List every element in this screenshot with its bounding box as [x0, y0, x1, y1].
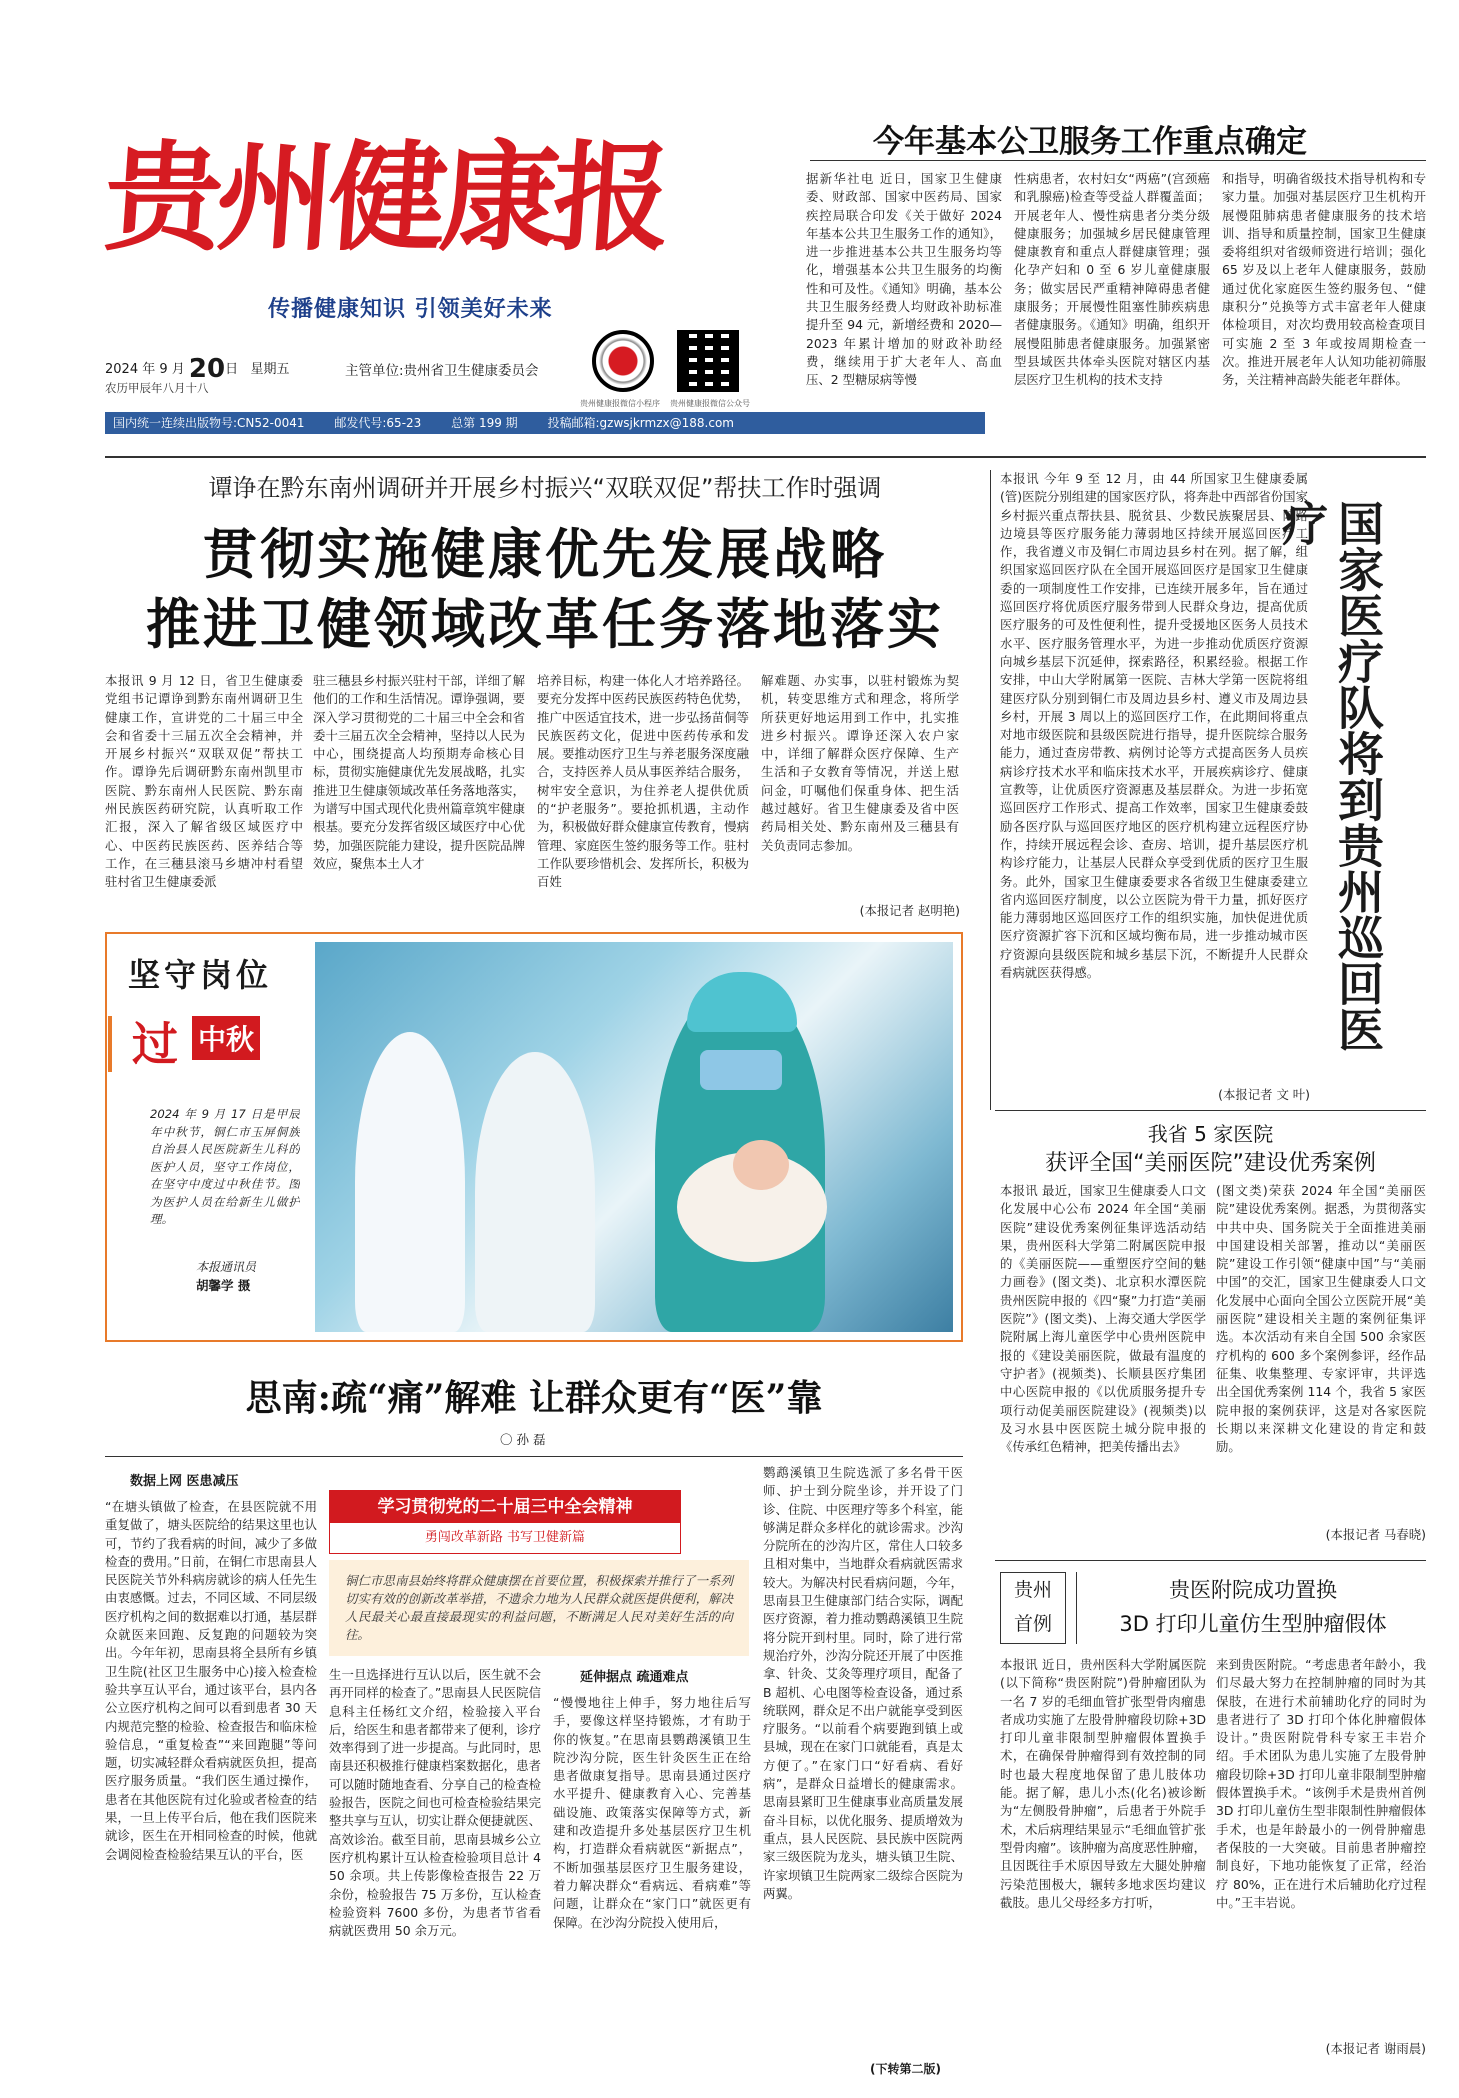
- divider: [810, 160, 1426, 161]
- divider: [105, 456, 1426, 458]
- first-badge: [1000, 1572, 1066, 1644]
- editor-note: 铜仁市思南县始终将群众健康摆在首要位置，积极探索并推行了一系列切实有效的创新改革举措，不遗余力地为人民群众就医提供便利，解决人民最关心最直接最现实的利益问题，不断满足人民对美好生活的向往。: [329, 1560, 749, 1656]
- photo-feature-title-2: 过: [132, 1017, 178, 1071]
- top-story-headline: 今年基本公卫服务工作重点确定: [873, 124, 1307, 160]
- lunar-date: 农历甲辰年八月十八: [105, 381, 209, 395]
- top-story-col-1: 据新华社电 近日，国家卫生健康委、财政部、国家中医药局、国家疾控局联合印发《关于做好 2024 年基本公共卫生服务工作的通知》，进一步推进基本公共卫生服务均等化，增强基本公共卫生服务的均衡性和可及性。《通知》明确，基本公共卫生服务经费人均财政补助标准提升至 94 元，新增经费和 2020—2023 年累计增加的财政补助经费，继续用于扩大老年人、高血压、2 型糖尿病等慢: [806, 171, 1002, 388]
- divider: [995, 1110, 1426, 1111]
- section-banner-sub: 勇闯改革新路 书写卫健新篇: [424, 1530, 586, 1545]
- newborn-face: [733, 1140, 789, 1190]
- weekday: 星期五: [250, 362, 290, 377]
- section-banner: [329, 1490, 681, 1554]
- date-prefix: 2024 年 9 月: [105, 362, 185, 377]
- photo-credit-name: 胡馨学 摄: [196, 1278, 251, 1293]
- lead-col-4: 解难题、办实事，以驻村锻炼为契机，转变思维方式和理念，将所学所获更好地运用到工作中，扎实推进乡村振兴。谭诤还深入农户家中，详细了解群众医疗保障、生产生活和子女教育等情况，并送上慰问金，叮嘱他们保重身体、把生活越过越好。省卫生健康委及省中医药局相关处、黔东南州及三穗县有关负责同志参加。: [761, 673, 959, 853]
- slogan: 传播健康知识 引领美好未来: [268, 297, 553, 322]
- award-headline-1: 我省 5 家医院: [1147, 1122, 1274, 1146]
- award-byline: (本报记者 马春晓): [1325, 1527, 1426, 1542]
- submission-email[interactable]: 投稿邮箱:gzwsjkrmzx@188.com: [547, 416, 734, 430]
- official-account-qr-icon[interactable]: [677, 330, 739, 392]
- sinan-col-1: “在塘头镇做了检查，在县医院就不用重复做了，塘头医院给的结果这里也认可，节约了我看病的时间，减少了多做检查的费用。”日前，在铜仁市思南县人民医院关节外科病房就诊的病人任先生由衷感慨。过去，不同区域、不同层级医疗机构之间的数据难以打通，基层群众就医来回跑、反复跑的问题较为突出。今年年初，思南县将全县所有乡镇卫生院(社区卫生服务中心)接入检查检验共享互认平台，通过该平台，县内各公立医疗机构之间可以看到患者 30 天内规范完整的检验、检查报告和临床检验信息，“重复检查”“来回跑腿”等问题，切实减轻群众看病就医负担，提高医疗服务质量。“我们医生通过操作，患者在其他医院有过化验或者检查的结果，一旦上传平台后，他在我们医院来就诊，医生在开相同检查的时候，他就会调阅检查检验结果互认的平台，医: [105, 1499, 317, 1862]
- nurse-figure-2: [475, 1052, 595, 1332]
- nurse-figure-1: [355, 1032, 465, 1332]
- masthead-logo: 贵州健康报: [100, 128, 670, 267]
- lead-col-1: 本报讯 9 月 12 日，省卫生健康委党组书记谭诤到黔东南州调研卫生健康工作，宣讲党的二十届三中全会和省委十三届五次全会精神，并开展乡村振兴“双联双促”帮扶工作。谭诤先后调研黔东南州凯里市医院、黔东南州人民医院、黔东南州民族医药研究院，认真听取工作汇报，深入了解省级区域医疗中心、中医药民族医药、医养结合等工作，在三穗县滚马乡塘冲村看望驻村省卫生健康委派: [105, 673, 303, 890]
- photo-feature-title-1: 坚守岗位: [128, 956, 273, 994]
- photo-feature-title-3: 中秋: [192, 1016, 260, 1060]
- cn-number: 国内统一连续出版物号:CN52-0041: [113, 416, 305, 430]
- section-banner-title: 学习贯彻党的二十届三中全会精神: [330, 1491, 680, 1523]
- nurse-cap: [687, 972, 797, 1032]
- postal-code: 邮发代号:65-23: [334, 416, 422, 430]
- date-day-suffix: 日: [225, 362, 239, 377]
- photo-caption: 2024 年 9 月 17 日是甲辰年中秋节，铜仁市玉屏侗族自治县人民医院新生儿科的医护人员，坚守工作岗位，在坚守中度过中秋佳节。图为医护人员在给新生儿做护理。: [150, 1107, 300, 1226]
- first-col-2: 来到贵医附院。“考虑患者年龄小，我们尽最大努力在控制肿瘤的同时为其保肢，在进行术前辅助化疗的同时为患者进行了 3D 打印个体化肿瘤假体设计。”贵医附院骨科专家王丰岩介绍。手术团队为患儿实施了左股骨肿瘤段切除+3D 打印儿童非限制型肿瘤假体置换手术。“该例手术是贵州首例 3D 打印儿童仿生型非限制性肿瘤假体手术，也是年龄最小的一例骨肿瘤患者保肢的一大突破。目前患者肿瘤控制良好，下地功能恢复了正常，经治疗 80%，正在进行术后辅助化疗过程中。”王丰岩说。: [1216, 1657, 1426, 1910]
- nurses-newborn-photo: [315, 942, 953, 1332]
- sinan-author: 〇 孙 磊: [500, 1432, 546, 1447]
- divider: [995, 1560, 1426, 1561]
- top-story-col-2: 性病患者，农村妇女“两癌”(宫颈癌和乳腺癌)检查等受益人群覆盖面；开展老年人、慢性病患者分类分级健康服务；加强城乡居民健康管理健康教育和重点人群健康管理；强化孕产妇和 0 至 6 岁儿童健康服务；做实居民严重精神障碍患者健康服务；开展慢性阻塞性肺疾病患者健康服务。《通知》明确，组织开展慢阻肺患者健康服务。加强紧密型县域医共体牵头医院对辖区内基层医疗卫生机构的技术支持: [1014, 171, 1210, 388]
- photo-credit: 本报通讯员: [196, 1260, 257, 1274]
- continued-note: (下转第二版): [870, 2062, 941, 2076]
- lead-col-2: 驻三穗县乡村振兴驻村干部，详细了解他们的工作和生活情况。谭诤强调，要深入学习贯彻党的二十届三中全会和省委十三届五次全会精神，坚持以人民为中心，围绕提高人均预期寿命核心目标，贯彻实施健康优先发展战略，扎实推进卫生健康领域改革任务落地落实，为谱写中国式现代化贵州篇章筑牢健康根基。要充分发挥省级区域医疗中心优势，加强医院能力建设，提升医院品牌效应，聚焦本土人才: [313, 673, 525, 871]
- right-feature-body: 本报讯 今年 9 至 12 月，由 44 所国家卫生健康委属(管)医院分别组建的国家医疗队，将奔赴中西部省份国家乡村振兴重点帮扶县、脱贫县、少数民族聚居县、陆路边境县等医疗服务能力薄弱地区持续开展巡回医疗工作，我省遵义市及铜仁市周边县乡村在列。据了解，组织国家巡回医疗队在全国开展巡回医疗是国家卫生健康委的一项制度性工作安排，已连续开展多年，旨在通过巡回医疗将优质医疗服务带到人民群众身边，提高优质医疗服务的可及性便利性，提升受援地区医务人员技术水平、医疗服务管理水平，为进一步推动优质医疗资源向城乡基层下沉延伸，探索路径，积累经验。根据工作安排，中山大学附属第一医院、吉林大学第一医院将组建医疗队分别到铜仁市及周边县乡村、遵义市及周边县乡村，开展 3 周以上的巡回医疗工作，在此期间将重点对地市级医院和县级医院进行指导，提升医院综合服务能力，通过查房带教、病例讨论等方式提高医务人员疾病诊疗技术水平和临床技术水平，开展疾病诊疗、健康宣教等，让优质医疗资源惠及基层群众。为进一步拓宽巡回医疗工作形式、提高工作效率，国家卫生健康委鼓励各医疗队与巡回医疗地区的医疗机构建立远程医疗协作，持续开展远程会诊、查房、培训，提升基层医疗机构诊疗能力，让基层人民群众享受到优质的医疗卫生服务。此外，国家卫生健康委要求各省级卫生健康委建立省内巡回医疗制度，以公立医院为骨干力量，抓好医疗能力薄弱地区巡回医疗工作的组织实施，加快促进优质医疗资源扩容下沉和区域均衡布局，进一步推动城市医疗资源向县级医院和城乡基层下沉，不断提升人民群众看病就医获得感。: [1000, 471, 1308, 981]
- lead-headline-2: 推进卫健领域改革任务落地落实: [146, 592, 944, 656]
- mini-program-qr-icon[interactable]: [592, 330, 654, 392]
- badge-line-1: 贵州: [1013, 1579, 1052, 1601]
- sinan-col-4: 鹦鹉溪镇卫生院选派了多名骨干医师、护士到分院坐诊，并开设了门诊、住院、中医理疗等多个科室，能够满足群众多样化的就诊需求。沙沟分院所在的沙沟片区，常住人口较多且相对集中，当地群众看病就医需求较大。为解决村民看病问题，今年，思南县卫生健康部门结合实际，调配医疗资源，着力推动鹦鹉溪镇卫生院将分院开到村里。同时，除了进行常规治疗外，沙沟分院还开展了中医推拿、针灸、艾灸等理疗项目，配备了 B 超机、心电图等检查设备，通过系统联网，群众足不出户就能享受到医疗服务。“以前看个病要跑到镇上或县城，现在在家门口就能看，真是太方便了。”在家门口“好看病、看好病”，是群众日益增长的健康需求。思南县紧盯卫生健康事业高质量发展奋斗目标，以优化服务、提质增效为重点，县人民医院、县民族中医院两家三级医院为龙头，塘头镇卫生院、许家坝镇卫生院两家二级综合医院为两翼。: [763, 1465, 963, 1901]
- lead-kicker: 谭诤在黔东南州调研并开展乡村振兴“双联双促”帮扶工作时强调: [208, 474, 882, 502]
- first-col-1: 本报讯 近日，贵州医科大学附属医院(以下简称“贵医附院”)骨肿瘤团队为一名 7 岁的毛细血管扩张型骨肉瘤患者成功实施了左股骨肿瘤段切除+3D 打印儿童非限制型肿瘤假体置换手术，在确保骨肿瘤得到有效控制的同时也最大程度地保留了患儿肢体功能。据了解，患儿小杰(化名)被诊断为“左侧股骨肿瘤”，后患者于外院手术，术后病理结果显示“毛细血管扩张型骨肉瘤”。该肿瘤为高度恶性肿瘤，且因既往手术原因导致左大腿处肿瘤污染范围极大，辗转多地求医均建议截肢。患儿父母经多方打听，: [1000, 1657, 1206, 1910]
- face-mask: [700, 1050, 782, 1090]
- accent-bar: [108, 1016, 112, 1072]
- sinan-subhead-2: 延伸据点 疏通难点: [580, 1670, 689, 1685]
- divider: [990, 470, 991, 1110]
- qr1-caption: 贵州健康报微信小程序: [580, 399, 660, 408]
- lead-headline-1: 贯彻实施健康优先发展战略: [203, 522, 887, 586]
- sponsor: 主管单位:贵州省卫生健康委员会: [345, 363, 539, 379]
- award-col-1: 本报讯 最近，国家卫生健康委人口文化发展中心公布 2024 年全国“美丽医院”建设优秀案例征集评选活动结果，贵州医科大学第二附属医院申报的《美丽医院——重塑医疗空间的魅力画卷》(图文类)、北京积水潭医院贵州医院申报的《四“聚”力打造“美丽医院”》(图文类)、上海交通大学医学院附属上海儿童医学中心贵州医院申报的《建设美丽医院，做最有温度的守护者》(视频类)、长顺县医疗集团中心医院申报的《以优质服务提升专项行动促美丽医院建设》(视频类)以及习水县中医医院土城分院申报的《传承红色精神，把美传播出去》: [1000, 1183, 1206, 1455]
- sinan-col-3: “慢慢地往上伸手，努力地往后写手，要像这样坚持锻炼，才有助于你的恢复。”在思南县鹦鹉溪镇卫生院沙沟分院，医生针灸医生正在给患者做康复指导。思南县通过医疗水平提升、健康教育入心、完善基础设施、政策落实保障等方式，新建和改造提升多处基层医疗卫生机构，打造群众看病就医“新据点”，不断加强基层医疗卫生服务建设，着力解决群众“看病远、看病难”等问题，让群众在“家门口”就医更有保障。在沙沟分院投入使用后，: [553, 1695, 751, 1930]
- award-headline-2: 获评全国“美丽医院”建设优秀案例: [1045, 1151, 1376, 1176]
- sinan-headline: 思南:疏“痛”解难 让群众更有“医”靠: [245, 1377, 823, 1419]
- divider: [1076, 1572, 1077, 1644]
- divider: [105, 1456, 963, 1457]
- first-headline-2: 3D 打印儿童仿生型肿瘤假体: [1119, 1612, 1387, 1636]
- first-byline: (本报记者 谢雨晨): [1325, 2041, 1426, 2056]
- right-feature-byline: (本报记者 文 叶): [1218, 1087, 1310, 1102]
- lead-byline: (本报记者 赵明艳): [859, 903, 960, 918]
- top-story-col-3: 和指导，明确省级技术指导机构和专家力量。加强对基层医疗卫生机构开展慢阻肺病患者健康服务的技术培训、指导和质量控制，国家卫生健康委将组织对省级师资进行培训；强化 65 岁及以上老年人健康服务，鼓励通过优化家庭医生签约服务包、“健康积分”兑换等方式丰富老年人健康体检项目，对次均费用较高检查项目可实施 2 至 3 年或按周期检查一次。推进开展老年人认知功能初筛服务，关注精神高龄失能老年群体。: [1222, 171, 1426, 388]
- date-day: 20: [188, 354, 226, 384]
- first-headline-1: 贵医附院成功置换: [1169, 1578, 1337, 1602]
- qr2-caption: 贵州健康报微信公众号: [670, 399, 750, 408]
- issue-number: 总第 199 期: [451, 416, 518, 430]
- award-col-2: (图文类)荣获 2024 年全国“美丽医院”建设优秀案例。据悉，为贯彻落实中共中央、国务院关于全面推进美丽中国建设相关部署，推动以“美丽医院”建设工作引领“健康中国”与“美丽中国”的交汇，国家卫生健康委人口文化发展中心面向全国公立医院开展“美丽医院”建设相关主题的案例征集评选。本次活动有来自全国 500 余家医疗机构的 600 多个案例参评，经作品征集、收集整理、专家评审，共评选出全国优秀案例 114 个，我省 5 家医院申报的案例获评，这是对各家医院长期以来深耕文化建设的肯定和鼓励。: [1216, 1183, 1426, 1455]
- badge-line-2: 首例: [1013, 1613, 1052, 1635]
- sinan-subhead-1: 数据上网 医患减压: [130, 1474, 239, 1489]
- sinan-col-2: 生一旦选择进行互认以后，医生就不会再开同样的检查了。”思南县人民医院信息科主任杨红文介绍，检验接入平台后，给医生和患者都带来了便利，诊疗效率得到了进一步提高。与此同时，思南县还积极推行健康档案数据化，患者可以随时随地查看、分享自己的检查检验报告，医院之间也可检查检验结果完整共享与互认，切实让群众便捷就医、高效诊治。截至目前，思南县城乡公立医疗机构累计互认检查检验项目总计 450 余项。共上传影像检查报告 22 万余份，检验报告 75 万多份，互认检查检验资料 7600 多份，为患者节省看病就医费用 50 余万元。: [329, 1667, 541, 1939]
- right-feature-headline: 国家医疗队将到贵州巡回医疗: [1275, 500, 1385, 1052]
- lead-col-3: 培养目标，构建一体化人才培养路径。要充分发挥中医药民族医药特色优势，推广中医适宜技术，进一步弘扬苗侗等民族医药文化，促进中医药传承和发展。要推动医疗卫生与养老服务深度融合，支持医养人员从事医养结合服务，树牢安全意识，为住养老人提供优质的“护老服务”。要抢抓机遇，主动作为，积极做好群众健康宣传教育，慢病管理、家庭医生签约服务等工作。驻村工作队要珍惜机会、发挥所长，积极为百姓: [537, 673, 749, 890]
